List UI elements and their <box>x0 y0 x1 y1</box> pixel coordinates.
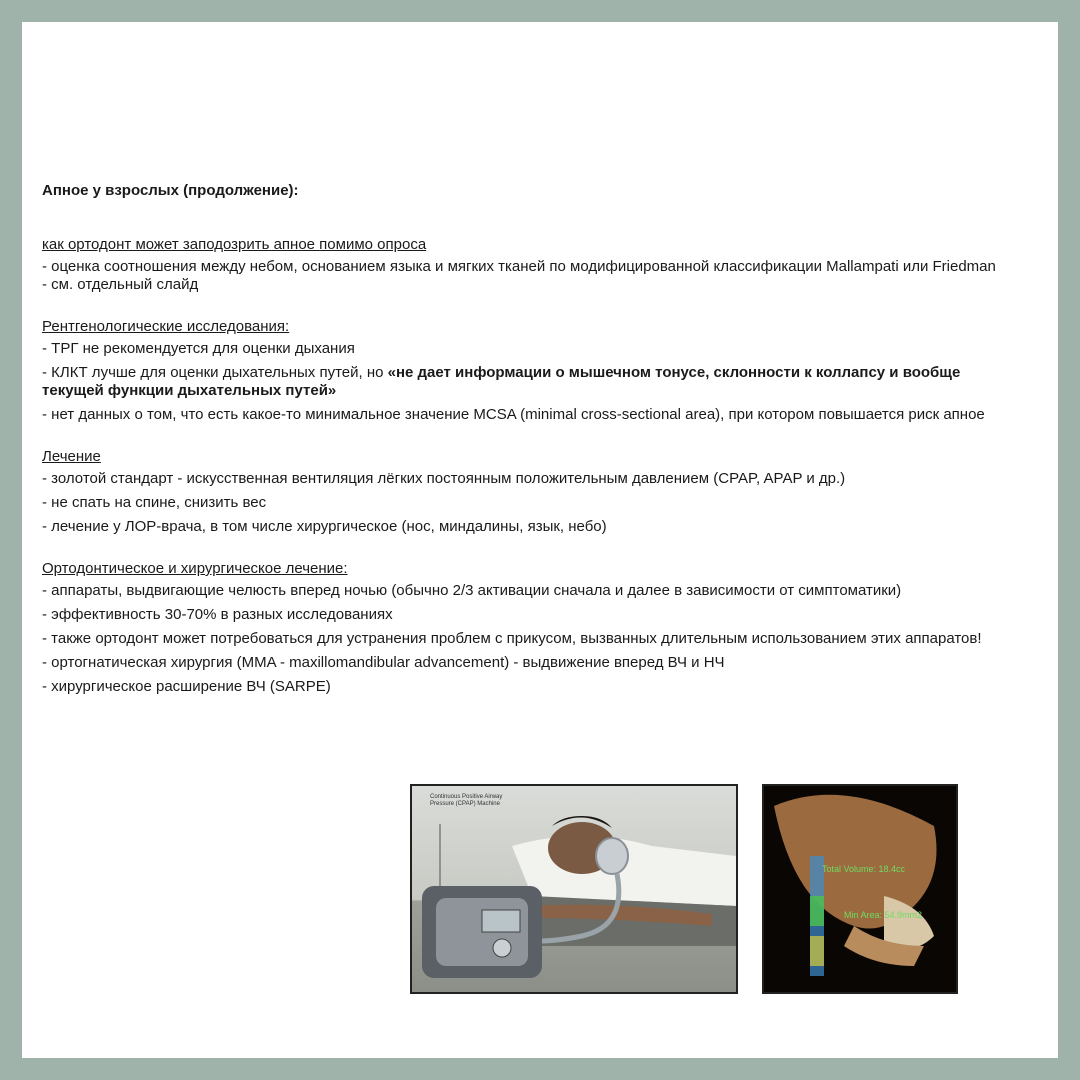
section-heading: Рентгенологические исследования: <box>42 318 290 335</box>
bullet-line-cbct <box>42 364 1002 400</box>
bullet-line: - эффективность 30-70% в разных исследованиях <box>42 606 393 623</box>
slide-title: Апное у взрослых (продолжение): <box>42 182 299 199</box>
cpap-illustration <box>410 784 738 994</box>
section-suspicion <box>42 236 1002 294</box>
bullet-line: - также ортодонт может потребоваться для устранения проблем с прикусом, вызванных длительным использованием этих аппаратов! <box>42 630 982 647</box>
cbct-quote: «не дает информации о мышечном тонусе, склонности к коллапсу и вообще текущей функции дыхательных путей» <box>42 364 961 399</box>
bullet-line: - ТРГ не рекомендуется для оценки дыхания <box>42 340 355 357</box>
cpap-scene <box>412 786 736 992</box>
section-treatment <box>42 448 1002 536</box>
ct-total-volume-label: Total Volume: 18.4cc <box>822 864 906 874</box>
bullet-line: - ортогнатическая хирургия (MMA - maxillomandibular advancement) - выдвижение вперед ВЧ и НЧ <box>42 654 725 671</box>
bullet-line: - аппараты, выдвигающие челюсть вперед ночью (обычно 2/3 активации сначала и далее в зависимости от симптоматики) <box>42 582 902 599</box>
section-ortho-surgical <box>42 560 1002 696</box>
bullet-line: - лечение у ЛОР-врача, в том числе хирургическое (нос, миндалины, язык, небо) <box>42 518 607 535</box>
bullet-line: - нет данных о том, что есть какое-то минимальное значение MCSA (minimal cross-sectional area), при котором повышается риск апное <box>42 406 985 423</box>
bullet-line: - хирургическое расширение ВЧ (SARPE) <box>42 678 331 695</box>
slide-card <box>22 22 1058 1058</box>
cpap-machine-label: Continuous Positive Airway Pressure (CPAP) Machine <box>430 794 503 807</box>
ct-min-area-label: Min Area: 54.9mm2 <box>844 910 923 920</box>
cbct-airway-image <box>762 784 958 994</box>
section-heading: как ортодонт может заподозрить апное помимо опроса <box>42 236 427 253</box>
section-heading: Лечение <box>42 448 101 465</box>
slide-content <box>42 182 1002 720</box>
section-radiology <box>42 318 1002 424</box>
cbct-prefix: - КЛКТ лучше для оценки дыхательных путей, но <box>42 364 388 381</box>
bullet-line: - оценка соотношения между небом, основанием языка и мягких тканей по модифицированной классификации Mallampati или Friedman - см. отдельный слайд <box>42 258 996 293</box>
bullet-line: - золотой стандарт - искусственная вентиляция лёгких постоянным положительным давлением (CPAP, APAP и др.) <box>42 470 846 487</box>
bullet-line: - не спать на спине, снизить вес <box>42 494 267 511</box>
section-heading: Ортодонтическое и хирургическое лечение: <box>42 560 348 577</box>
skull-render <box>764 786 956 992</box>
